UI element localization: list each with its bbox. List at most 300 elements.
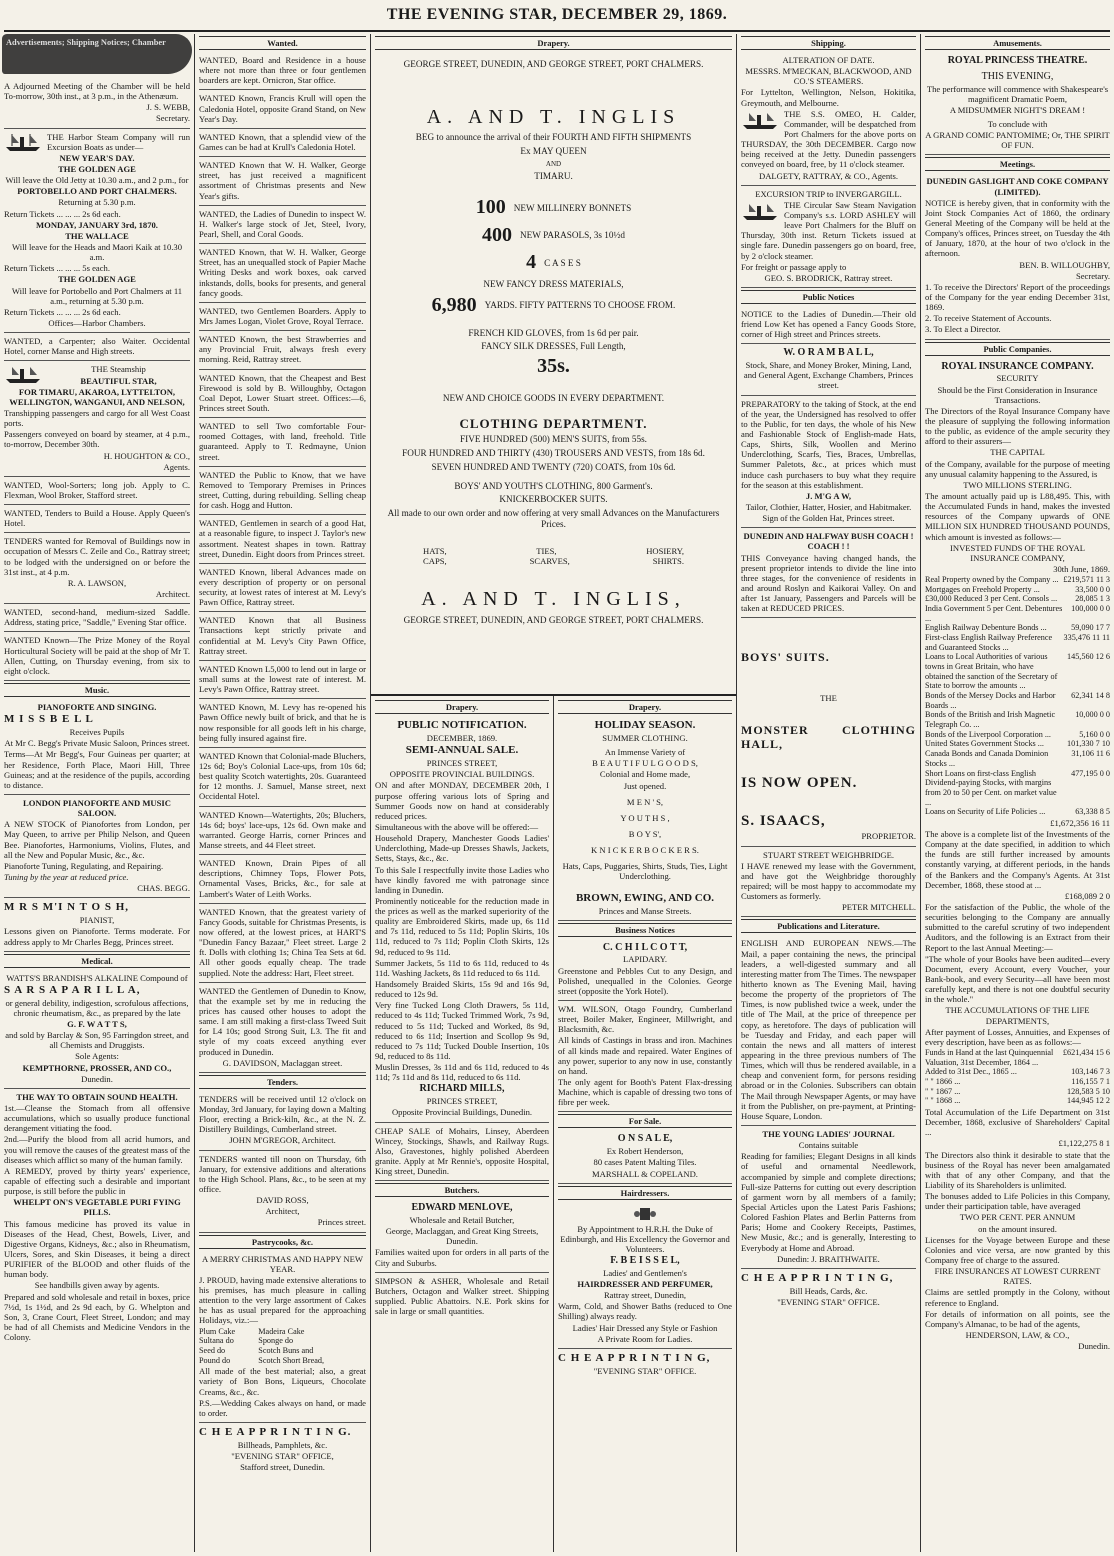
boat-name: THE GOLDEN AGE bbox=[58, 163, 136, 174]
ad-text: Reading for families; Elegant Designs in all kinds of useful and ornamental Needlework, accompanied by simple and complete directions; Full-size Patterns for cutting out every description of garment worn by all members of a family; Special Articles upon the Latest Paris Fashions; Colored Fashion Plates and Berlin Patterns from Paris; Home and Cookery Receipts, Pastimes, New Music, &c.; and is generally, Interesting to Everybody at Home and Abroad. bbox=[741, 1151, 916, 1253]
ad-text: An Immense Variety of bbox=[604, 747, 686, 758]
ad-text: WANTED Known that all Business Transactions kept strictly private and confidential at M. Levy's City Pawn Office, Rattray street. bbox=[199, 615, 366, 656]
signature-title: Secretary. bbox=[1075, 270, 1110, 281]
ad-text: A REMEDY, proved by thirty years' experience, capable of effecting such a desirable and important purpose, is still before the public in bbox=[4, 1165, 190, 1197]
ad-text: For Lyttelton, Wellington, Nelson, Hokitika, Greymouth, and Melbourne. bbox=[741, 87, 916, 108]
ad-heading: A MERRY CHRISTMAS AND HAPPY NEW YEAR. bbox=[202, 1253, 363, 1274]
wanted-ad bbox=[199, 467, 366, 516]
ad-text: Household Drapery, Manchester Goods Ladies' Underclothing, Made-up Dresses Shawls, Jackets, Setts, Stays, &c., &c. bbox=[375, 833, 549, 864]
watts-ad bbox=[4, 970, 190, 1089]
row-label: Canada Bonds and Canada Dominion Stocks ... bbox=[925, 749, 1049, 768]
signature: DALGETY, RATTRAY, & CO., Agents. bbox=[758, 170, 899, 181]
row-amount: 31,106 11 6 bbox=[1071, 749, 1110, 759]
signature: PETER MITCHELL. bbox=[842, 902, 916, 913]
signature: G. DAVIDSON, Maclaggan street. bbox=[222, 1057, 343, 1068]
table-row bbox=[925, 604, 1110, 623]
row-label: Added to 31st Dec., 1865 ... bbox=[925, 1067, 1017, 1077]
offices: Offices—Harbor Chambers. bbox=[48, 317, 146, 328]
ad-text: WANTED, second-hand, medium-sized Saddle. Address, stating price, "Saddle," Evening Star office. bbox=[4, 607, 190, 628]
stock-item: KNICKERBOCKER SUITS. bbox=[499, 494, 608, 505]
ad-text: Simultaneous with the above will be offered:— bbox=[375, 821, 539, 832]
column-4-lower bbox=[554, 698, 736, 1552]
table-row bbox=[925, 1067, 1110, 1077]
row-label: Loans to Local Authorities of various towns in Great Britain, who have obtained the sanction of the Secretary of State to borrow the amounts ... bbox=[925, 652, 1058, 691]
lord-ashley-ad bbox=[741, 186, 916, 288]
wanted-ad bbox=[199, 244, 366, 303]
ad-heading: SECURITY bbox=[996, 373, 1039, 384]
stock-item: FIVE HUNDRED (500) MEN'S SUITS, from 55s. bbox=[460, 434, 647, 445]
cheap-printing-ad bbox=[741, 1269, 916, 1311]
ad-text: Prepared and sold wholesale and retail in boxes, price 7½d, 1s 1½d, and 2s 9d each, by G. Whelpton and Son, 3, Crane Court, Fleet Street, London; and may be had of all Chemists and Medicine Vendors in the Colony. bbox=[4, 1291, 190, 1343]
ad-text: Colonial and Home made, bbox=[599, 769, 691, 780]
stock-item: YARDS. FIFTY PATTERNS TO CHOOSE FROM. bbox=[484, 300, 676, 311]
ad-text: WANTED Known, liberal Advances made on every description of property or on personal security, at lowest rates of interest at M. Levy's Pawn Office, Rattray street. bbox=[199, 566, 366, 608]
ad-text: Claims are settled promptly in the Colony, without reference to England. bbox=[925, 1287, 1110, 1308]
table-row bbox=[925, 1048, 1110, 1067]
stock-item: NEW PARASOLS, 3s 10½d bbox=[520, 230, 625, 241]
ad-heading: WATTS'S BRANDISH'S ALKALINE Compound of bbox=[6, 972, 188, 983]
wanted-ad bbox=[199, 807, 366, 856]
table-row bbox=[925, 575, 1110, 585]
ad-text: For the satisfaction of the Public, the whole of the securities belonging to the Company are annually submitted to the careful scrutiny of two independent Auditors, and the following is an Extract from their Report to the last Annual Meeting:— bbox=[925, 901, 1110, 953]
stock-item: NEW MILLINERY BONNETS bbox=[513, 202, 632, 213]
signature: J. M'G A W, bbox=[805, 490, 852, 501]
young-ladies-journal-ad bbox=[741, 1126, 916, 1269]
row-label: £30,000 Reduced 3 per Cent. Consols ... bbox=[925, 594, 1058, 604]
miss-bell-ad bbox=[4, 699, 190, 795]
wilson-ad bbox=[558, 1001, 732, 1112]
signature-title: Agents. bbox=[163, 461, 190, 472]
ad-name: S. ISAACS, bbox=[741, 812, 826, 829]
cake-row bbox=[199, 1356, 366, 1366]
table-row bbox=[925, 769, 1110, 808]
ad-text: The Directors of the Royal Insurance Company have the pleasure of supplying the following information to the public, as evidence of the ample security they afford to their assurers— bbox=[925, 405, 1110, 447]
table-row bbox=[925, 1096, 1110, 1106]
signature-title: PROPRIETOR. bbox=[861, 831, 916, 842]
ad-heading: STUART STREET WEIGHBRIDGE. bbox=[762, 849, 895, 860]
ticket-price: Return Tickets ... ... ... 5s each. bbox=[4, 263, 110, 274]
table-row bbox=[925, 594, 1110, 604]
stock-item: FANCY SILK DRESSES, Full Length, bbox=[481, 341, 626, 352]
ad-text: B O Y S', bbox=[628, 828, 662, 839]
section-header-music: Music. bbox=[4, 683, 190, 697]
ad-text: Hats, Caps, Puggaries, Shirts, Studs, Ties, Light Underclothing. bbox=[562, 861, 728, 882]
quantity: 4 bbox=[526, 251, 537, 274]
ad-text: By Appointment to H.R.H. the Duke of Edinburgh, and His Excellency the Governor and Volunteers. bbox=[560, 1223, 730, 1254]
whelpton-ad bbox=[4, 1089, 190, 1346]
inglis-drapery-ad bbox=[371, 34, 736, 696]
announcement: NEW AND CHOICE GOODS IN EVERY DEPARTMENT. bbox=[442, 392, 665, 403]
tenders-removal-ad bbox=[4, 533, 190, 604]
ad-text: The Directors also think it desirable to state that the business of the Royal has never been amalgamated with that of any other Company, and that the Liability of its Shareholders is unlimited. bbox=[925, 1149, 1110, 1190]
agenda-item: 3. To Elect a Director. bbox=[925, 324, 1001, 335]
section-header-drapery: Drapery. bbox=[558, 700, 732, 714]
ad-text: Families waited upon for orders in all parts of the City and Suburbs. bbox=[375, 1247, 549, 1268]
ad-text: WANTED Known that W. H. Walker, George street, has just received a magnificent assortment of Christmas presents and New Year's gifts. bbox=[199, 160, 366, 201]
ad-text: For freight or passage apply to bbox=[741, 261, 847, 272]
signature: MARSHALL & COPELAND. bbox=[592, 1168, 698, 1179]
table-row bbox=[925, 749, 1110, 768]
ad-heading: PIANOFORTE AND SINGING. bbox=[37, 702, 157, 713]
tender-ad bbox=[199, 1151, 366, 1233]
ad-text: WANTED Known, that the greatest variety of Fancy Goods, suitable for Christmas Presents, is now offered, at the lowest prices, at HART'S "Dunedin Fancy Bazaar," Fleet street. Large 2 ft. Dolls with clothing 1s; China Tea Sets at 6d. All other goods equally cheap. The trade supplied. Note the address: Hart, Fleet street. bbox=[199, 906, 366, 978]
column-5 bbox=[737, 34, 920, 1552]
ship-name: BEAUTIFUL STAR, bbox=[80, 375, 157, 386]
oram-ball-ad bbox=[741, 344, 916, 395]
table-row bbox=[925, 623, 1110, 633]
section-header-public-notices: Public Notices bbox=[741, 290, 916, 304]
wanted-ad bbox=[199, 515, 366, 564]
ad-text: Muslin Dresses, 3s 11d and 6s 11d, reduced to 4s 11d; 7s 11d and 8s 11d, reduced to 6s 11d. bbox=[375, 1062, 549, 1083]
address: GEORGE STREET, DUNEDIN, AND GEORGE STREET, PORT CHALMERS. bbox=[403, 59, 704, 70]
accessory: CAPS, bbox=[423, 556, 447, 567]
ad-text: Sign of the Golden Hat, Princes street. bbox=[762, 513, 895, 524]
row-label: Loans on Security of Life Policies ... bbox=[925, 807, 1046, 817]
ad-text: "EVENING STAR" OFFICE. bbox=[777, 1296, 880, 1307]
agenda-item: 1. To receive the Directors' Report of the proceedings of the Company for the year ending December 31st, 1869. bbox=[925, 281, 1110, 313]
wanted-ad bbox=[199, 331, 366, 369]
ad-heading: PUBLIC NOTIFICATION. bbox=[397, 719, 527, 732]
ad-text: M E N ' S, bbox=[626, 796, 664, 807]
ad-text: I HAVE renewed my lease with the Government, and have got the Weighbridge thoroughly repaired; will be most happy to accommodate my Customers as formerly. bbox=[741, 860, 916, 902]
section-header-meetings: Meetings. bbox=[925, 157, 1110, 171]
section-header-business: Business Notices bbox=[558, 923, 732, 937]
ad-text: WANTED Known, that a splendid view of the Games can be had at Krull's Caledonia Hotel. bbox=[199, 131, 366, 152]
row-amount: 144,945 12 2 bbox=[1067, 1096, 1110, 1106]
ad-text: A Private Room for Ladies. bbox=[597, 1333, 693, 1344]
ad-subheading: PIANIST, bbox=[79, 915, 115, 926]
wanted-ad bbox=[199, 303, 366, 331]
row-label: India Government 5 per Cent. Debentures ... bbox=[925, 604, 1063, 623]
section-header-amusements: Amusements. bbox=[925, 36, 1110, 50]
row-label: " " 1868 ... bbox=[925, 1096, 961, 1106]
cheap-sale-ad bbox=[375, 1123, 549, 1182]
ad-text: "EVENING STAR" OFFICE, bbox=[231, 1451, 334, 1462]
address: PRINCES STREET, bbox=[426, 1096, 498, 1107]
ad-text: B E A U T I F U L G O O D S, bbox=[592, 758, 698, 769]
wanted-ad bbox=[199, 661, 366, 699]
accessory: SCARVES, bbox=[529, 556, 570, 567]
firm-name: A. AND T. INGLIS, bbox=[421, 588, 686, 611]
row-label: Mortgages on Freehold Property ... bbox=[925, 584, 1040, 594]
ship-name: Ex MAY QUEEN bbox=[520, 146, 587, 157]
ad-name: F. B E I S S E L, bbox=[610, 1255, 680, 1267]
ad-text: TENDERS will be received until 12 o'clock on Monday, 3rd January, for laying down a Malting Floor, erecting a Brick-kiln, &c., at the N. Z. Distillery Buildings, Cumberland street. bbox=[199, 1093, 366, 1135]
wanted-ad bbox=[199, 418, 366, 467]
beautiful-star-ad bbox=[4, 361, 190, 476]
ad-text: Ladies' Hair Dressed any Style or Fashion bbox=[572, 1322, 718, 1333]
ad-text: A NEW STOCK of Pianofortes from London, per May Queen, to arrive per Philip Nelson, and Queen Bee. Pianofortes, Harmoniums, Violins, Flutes, and all the New and Popular Music, &c., &c. bbox=[4, 819, 190, 860]
accessory: HATS, bbox=[423, 546, 447, 557]
proud-ad bbox=[199, 1251, 366, 1423]
stock-row bbox=[383, 224, 724, 248]
cake-item: Madeira Cake bbox=[258, 1326, 305, 1336]
price: 35s. bbox=[537, 355, 570, 378]
table-row bbox=[925, 710, 1110, 729]
mills-ad bbox=[375, 716, 549, 1123]
ad-text: See handbills given away by agents. bbox=[34, 1280, 160, 1291]
accessory: HOSIERY, bbox=[646, 546, 684, 557]
masthead: THE EVENING STAR, DECEMBER 29, 1869. bbox=[386, 6, 728, 23]
signature: RICHARD MILLS, bbox=[419, 1083, 505, 1095]
ad-text: WANTED Known—Watertights, 20s; Bluchers, 14s 6d; boys' lace-ups, 12s 6d. Own make and warranted. George Harris, corner Princes and Manse streets, and 44 Fleet street. bbox=[199, 809, 366, 851]
table-row bbox=[925, 739, 1110, 749]
ad-text: 2nd.—Purify the blood from all acrid humors, and you will remove the causes of the greatest mass of the diseases which afflict so many of the human family. bbox=[4, 1134, 190, 1165]
destinations: FOR TIMARU, AKAROA, LYTTELTON, WELLINGTON, WANGANUI, AND NELSON, bbox=[9, 386, 185, 407]
cake-item: Scotch Short Bread, bbox=[258, 1355, 324, 1365]
boat-name: THE WALLACE bbox=[65, 230, 129, 241]
signature: BROWN, EWING, AND CO. bbox=[575, 891, 715, 904]
wanted-ad bbox=[199, 748, 366, 807]
row-amount: 33,500 0 0 bbox=[1075, 584, 1110, 594]
section-rule bbox=[371, 694, 736, 696]
table-row bbox=[925, 585, 1110, 595]
cake-item: Plum Cake bbox=[199, 1326, 236, 1336]
row-amount: £219,571 11 3 bbox=[1063, 575, 1110, 585]
isaacs-ad bbox=[741, 618, 916, 846]
cake-row bbox=[199, 1327, 366, 1337]
marshall-ad bbox=[558, 1130, 732, 1183]
ad-date: DECEMBER, 1869. bbox=[426, 732, 498, 743]
accessory: TIES, bbox=[536, 546, 557, 557]
ad-text: All made of the best material; also, a great variety of Bon Bons, Liqueurs, Chocolate Creams, &c., &c. bbox=[199, 1366, 366, 1397]
ad-text: NOTICE is hereby given, that in conformity with the Joint Stock Companies Act of 1860, the ordinary General Meeting of the Company will be held at the Company's offices, Princes street, on Tuesday the 4th of January, 1870, at the hour of two o'clock in the afternoon. bbox=[925, 197, 1110, 259]
ad-heading: DUNEDIN GASLIGHT AND COKE COMPANY (LIMITED). bbox=[926, 176, 1109, 197]
tender-ad bbox=[199, 1091, 366, 1151]
row-label: Bonds of the Liverpool Corporation ... bbox=[925, 729, 1051, 739]
row-amount: 10,000 0 0 bbox=[1075, 710, 1110, 720]
wanted-ad bbox=[199, 52, 366, 90]
ad-heading: HOLIDAY SEASON. bbox=[594, 719, 696, 732]
wanted-ad bbox=[199, 157, 366, 206]
ad-text: Wholesale and Retail Butcher, bbox=[409, 1215, 515, 1226]
wanted-ad bbox=[199, 855, 366, 904]
signature-title: Secretary. bbox=[155, 113, 190, 124]
boat-schedule: Will leave for Portobello and Port Chalmers at 11 a.m., returning at 5.30 p.m. bbox=[11, 285, 183, 306]
ad-text: J. PROUD, having made extensive alterations to his premises, has much pleasure in calling attention to the very large assortment of Cakes he has as usual prepared for the approaching Holidays, viz.:— bbox=[199, 1274, 366, 1326]
section-header-medical: Medical. bbox=[4, 954, 190, 968]
ad-heading: EXCURSION TRIP to INVERGARGILL. bbox=[755, 188, 902, 199]
boat-schedule: Will leave for the Heads and Maori Kaik at 10.30 a.m. bbox=[11, 241, 183, 263]
chamber-meeting-ad bbox=[4, 78, 190, 129]
signature: BEN. B. WILLOUGHBY, bbox=[1019, 259, 1110, 270]
ad-name: M R S M'I N T O S H, bbox=[4, 901, 130, 914]
stock-item: NEW FANCY DRESS MATERIALS, bbox=[483, 279, 624, 290]
row-amount: 62,341 14 8 bbox=[1071, 691, 1110, 701]
ad-heading: DUNEDIN AND HALFWAY BUSH COACH ! COACH ! ! bbox=[743, 531, 914, 552]
stock-item: BOYS' AND YOUTH'S CLOTHING, 800 Garment's. bbox=[454, 480, 653, 491]
ad-text: George, Maclaggan, and Great King Streets, Dunedin. bbox=[385, 1226, 539, 1247]
ad-text: The only agent for Booth's Patent Flax-dressing Machine, which is capable of dressing two tons of fibre per week. bbox=[558, 1077, 732, 1108]
section-header-shipping: Shipping. bbox=[741, 36, 916, 50]
ad-text: WANTED, two Gentlemen Boarders. Apply to Mrs James Logan, Violet Grove, Royal Terrace. bbox=[199, 305, 366, 326]
beissel-ad bbox=[558, 1202, 732, 1349]
ad-heading: BOYS' SUITS. bbox=[741, 650, 830, 665]
signature: GEO. S. BRODRICK, Rattray street. bbox=[764, 272, 893, 283]
section-header-butchers: Butchers. bbox=[375, 1183, 549, 1197]
firm-name: A. AND T. INGLIS bbox=[426, 105, 681, 128]
announcement: All made to our own order and now offering at very small Advances on the Manufacturers Prices. bbox=[387, 508, 720, 530]
ad-text: THE Circular Saw Steam Navigation Company's s.s. LORD ASHLEY will leave Port Chalmers for the Bluff on Thursday, 30th inst. Return Tickets issued at single fare. Dunedin passengers go on board, free, by 2 o'clock steamer. bbox=[741, 199, 916, 261]
row-amount: 103,146 7 3 bbox=[1071, 1067, 1110, 1077]
table-row bbox=[925, 1077, 1110, 1087]
ticket-price: Return Tickets ... ... ... 2s 6d each. bbox=[4, 208, 121, 219]
address: Opposite Provincial Buildings, Dunedin. bbox=[391, 1107, 533, 1118]
ad-heading: C H E A P P R I N T I N G, bbox=[741, 1271, 894, 1284]
signature: J. S. WEBB, bbox=[146, 102, 190, 113]
table-row bbox=[925, 730, 1110, 740]
ad-text: 80 cases Patent Malting Tiles. bbox=[593, 1157, 697, 1168]
simpson-ad bbox=[375, 1273, 549, 1321]
cake-item: Sponge do bbox=[258, 1336, 294, 1346]
address: OPPOSITE PROVINCIAL BUILDINGS. bbox=[389, 769, 535, 780]
ticket-price: Return Tickets ... ... ... 2s 6d each. bbox=[4, 306, 121, 317]
ad-text: Billheads, Pamphlets, &c. bbox=[237, 1439, 328, 1450]
row-label: Funds in Hand at the last Quinquennial Valuation, 31st December, 1864 ... bbox=[925, 1047, 1054, 1067]
row-amount: 145,560 12 6 bbox=[1067, 652, 1110, 662]
ad-text: To conclude with bbox=[987, 119, 1048, 130]
wanted-ad bbox=[199, 206, 366, 244]
section-header-hairdressers: Hairdressers. bbox=[558, 1186, 732, 1200]
ad-name: C. C H I L C O T T, bbox=[602, 941, 688, 953]
wanted-ad bbox=[199, 564, 366, 613]
ad-heading: THE ACCUMULATIONS OF THE LIFE DEPARTMENTS, bbox=[945, 1005, 1090, 1026]
ad-text: TENDERS wanted till noon on Thursday, 6th January, for extensive additions and alterations to the High School. Plans, &c., to be seen at my office. bbox=[199, 1153, 366, 1194]
ad-text: Contains suitable bbox=[798, 1140, 859, 1151]
ad-text: NOTICE to the Ladies of Dunedin.—Their old friend Low Ket has opened a Fancy Goods Store, corner of High street and Princes streets. bbox=[741, 308, 916, 340]
boat-name: THE GOLDEN AGE bbox=[58, 274, 136, 285]
date-heading: NEW YEAR'S DAY. bbox=[59, 152, 135, 163]
row-label: United States Government Stocks ... bbox=[925, 739, 1044, 749]
wanted-ad bbox=[199, 983, 366, 1073]
ad-text: WANTED Known, the best Strawberries and any Provincial Fruit, always fresh every morning. Reid, Rattray street. bbox=[199, 334, 366, 365]
accessory-row bbox=[383, 546, 724, 556]
ad-name: W. O R A M B A L L, bbox=[783, 347, 874, 359]
ad-text: The amount actually paid up is L88,495. This, with the Accumulated Funds in hand, makes the invested resources of the Company upwards of ONE MILLION SIX HUNDRED THOUSAND POUNDS, which amount is invested as follows:— bbox=[925, 490, 1110, 542]
ad-text: Y O U T H S , bbox=[620, 812, 670, 823]
ad-text: Total Accumulation of the Life Department on 31st December, 1868, exclusive of Shareholders' Capital ... bbox=[925, 1106, 1110, 1138]
announcement: BEG to announce the arrival of their FOURTH AND FIFTH SHIPMENTS bbox=[415, 132, 692, 143]
cheap-printing-ad bbox=[558, 1349, 732, 1380]
harbor-intro: THE Harbor Steam Company will run Excursion Boats as under— bbox=[47, 131, 190, 152]
ad-text: At Mr C. Begg's Private Music Saloon, Princes street. bbox=[4, 738, 190, 749]
ad-heading: A GRAND COMIC PANTOMIME; Or, THE SPIRIT OF FUN. bbox=[925, 130, 1110, 151]
ad-text: The bonuses added to Life Policies in this Company, under their participation table, have averaged bbox=[925, 1191, 1110, 1212]
steamship-icon bbox=[741, 109, 781, 131]
steamship-icon bbox=[4, 131, 44, 153]
ad-text: Warm, Cold, and Shower Baths (reduced to One Shilling) always ready. bbox=[558, 1301, 732, 1322]
harbor-steam-ad bbox=[4, 129, 190, 334]
ad-text: All kinds of Castings in brass and iron. Machines of all kinds made and repaired. Water Engines of any power, superior to any now in use, constantly on hand. bbox=[558, 1035, 732, 1076]
row-label: Short Loans on first-class English Dividend-paying Stocks, with margins from 20 to 50 per Cent. on market value ... bbox=[925, 768, 1057, 807]
signature: DAVID ROSS, bbox=[256, 1195, 309, 1206]
ad-text: The above is a complete list of the Investments of the Company at the date specified, in addition to which the funds are still further increased by amounts constantly varying, at different periods, in the hands of the Bankers and the Company's Agents. At 31st December, 1868, these stood at ... bbox=[925, 829, 1110, 890]
ad-text: WM. WILSON, Otago Foundry, Cumberland street, Boiler Maker, Engineer, Millwright, and Blacksmith, &c. bbox=[558, 1004, 732, 1035]
invested-funds-table bbox=[925, 575, 1110, 817]
agenda-item: 2. To receive Statement of Accounts. bbox=[925, 313, 1052, 324]
ad-text: Summer Jackets, 5s 11d to 6s 11d, reduced to 4s 11d. Washing Jackets, 8s 11d reduced to 6s 11d. bbox=[375, 957, 549, 978]
ad-text: The performance will commence with Shakespeare's magnificent Dramatic Poem, bbox=[926, 83, 1109, 104]
quantity: 100 bbox=[475, 196, 506, 219]
mgaw-ad bbox=[741, 396, 916, 529]
ad-text: WANTED Known, Drain Pipes of all descriptions, Chimney Tops, Flower Pots, Ornamental Vases, Bricks, &c., for sale at Lambert's Water of Leith Works. bbox=[199, 858, 366, 899]
row-amount: 63,338 8 5 bbox=[1075, 807, 1110, 817]
ad-heading: MONSTER CLOTHING HALL, bbox=[741, 722, 916, 751]
life-department-table bbox=[925, 1048, 1110, 1106]
ad-text: ON and after MONDAY, DECEMBER 20th, I purpose offering various lots of Spring and Summer Goods now on hand at considerably reduced prices. bbox=[375, 780, 549, 821]
ad-text: WANTED Known, Francis Krull will open the Caledonia Hotel, opposite Grand Stand, on New Year's Day. bbox=[199, 93, 366, 124]
low-ket-ad bbox=[741, 306, 916, 344]
saddle-ad bbox=[4, 604, 190, 632]
address: Princes and Manse Streets. bbox=[598, 905, 692, 916]
ad-text: Lessons given on Pianoforte. Terms moderate. For address apply to Mr Charles Begg, Princes street. bbox=[4, 926, 190, 947]
row-amount: 101,330 7 10 bbox=[1067, 739, 1110, 749]
ad-text: WANTED, Tenders to Build a House. Apply Queen's Hotel. bbox=[4, 508, 190, 529]
stock-item: C A S E S bbox=[544, 257, 581, 268]
section-header-for-sale: For Sale. bbox=[558, 1114, 732, 1128]
ad-text: Terms—At Mr Begg's, Four Guineas per quarter; at her Residence, Forth Place, Maori Hill, Three Guineas; and at the residence of the pupils, according to distance. bbox=[4, 749, 190, 790]
column-6 bbox=[921, 34, 1114, 1552]
boat-destination: PORTOBELLO AND PORT CHALMERS. bbox=[17, 186, 177, 197]
section-header-drapery: Drapery. bbox=[375, 36, 732, 50]
ad-heading: THE WAY TO OBTAIN SOUND HEALTH. bbox=[16, 1091, 178, 1102]
signature-title: Dunedin. bbox=[1078, 1341, 1110, 1352]
ad-text: "EVENING STAR" OFFICE. bbox=[593, 1365, 697, 1376]
quantity: 6,980 bbox=[431, 293, 477, 316]
boat-return: Returning at 5.30 p.m. bbox=[58, 197, 136, 208]
wool-ad bbox=[4, 477, 190, 505]
signature: H. HOUGHTON & CO., bbox=[103, 450, 190, 461]
ad-text: Pianoforte Tuning, Regulating, and Repairing. bbox=[4, 860, 164, 871]
ad-text: This famous medicine has proved its value in Diseases of the Head, Chest, Bowels, Liver, and Digestive Organs, Kidneys, &c.; also in Rheumatism, Ulcers, Sores, and Skin Diseases, it being a direct PURIFIER of the BLOOD and other fluids of the human body. bbox=[4, 1218, 190, 1280]
accessory-row bbox=[383, 556, 724, 566]
ad-text: WANTED, a Carpenter; also Waiter. Occidental Hotel, corner Manse and High streets. bbox=[4, 336, 190, 357]
ad-heading: A MIDSUMMER NIGHT'S DREAM ! bbox=[949, 104, 1086, 115]
amount: £168,089 2 0 bbox=[1064, 890, 1110, 901]
row-amount: 116,155 7 1 bbox=[1071, 1076, 1110, 1086]
ad-text: 1st.—Cleanse the Stomach from all offensive accumulations, which so usually produce functional derangement vitiating the food. bbox=[4, 1103, 190, 1134]
ad-heading: TWO MILLIONS STERLING. bbox=[963, 479, 1072, 490]
column-2 bbox=[195, 34, 370, 1552]
ad-text: WANTED Known, M. Levy has re-opened his Pawn Office newly built of brick, and that he is now responsible for all goods left in his charge, being fully insured against fire. bbox=[199, 702, 366, 743]
table-row bbox=[925, 807, 1110, 817]
ad-text: CHEAP SALE of Mohairs, Linsey, Aberdeen Wincey, Stockings, Shawls, and Railway Rugs. Also, Gravestones, highly polished Aberdeen granite. Apply at Mr Rennie's, opposite Hospital, King street, Dunedin. bbox=[375, 1125, 549, 1177]
row-label: Real Property owned by the Company ... bbox=[925, 575, 1059, 585]
ad-text: Passengers conveyed on board by steamer, at 4 p.m., to-morrow, December 30th. bbox=[4, 429, 190, 450]
ad-text: To this Sale I respectfully invite those Ladies who have kindly favored me with patronage since landing in Dunedin. bbox=[375, 864, 549, 895]
ad-text: ENGLISH AND EUROPEAN NEWS.—The Mail, a paper containing the news, the principal leaders, a well-digested summary and all interesting matter from The Times. The newspaper hitherto known as The Evening Mail, having become the property of the proprietors of The Times, is now published twice a week, under the title of The Mail, at the price of threepence per copy, as heretofore. The days of publication will be Tuesday and Friday, and each paper will contain the news and all matters of interest appearing in the three previous numbers of The Times, which will thus be rendered available, in a cheap and convenient form, for persons residing abroad or in the Colonies. Subscribers can obtain The Mail through Newspaper Agents, or may have it from the Publisher, on pre-payment, at Printing-House Square, London. bbox=[741, 938, 916, 1121]
ad-text: WANTED the Gentlemen of Dunedin to Know, that the example set by me in reducing the prices has caused other houses to adopt the same. I am still making a first-class Tweed Suit for L4 10s; good Strong Suit, L3. The fit and style of my coats exceed anything ever produced in Dunedin. bbox=[199, 985, 366, 1057]
cake-item: Sultana do bbox=[199, 1336, 234, 1346]
ad-subheading: LAPIDARY. bbox=[622, 954, 667, 965]
row-amount: 335,476 11 11 bbox=[1063, 633, 1110, 643]
ad-heading: IS NOW OPEN. bbox=[741, 775, 858, 792]
coach-ad bbox=[741, 528, 916, 618]
ad-text: Licenses for the Voyage between Europe and these Colonies and vice versa, are now granted by this Company free of charge to the assured. bbox=[925, 1234, 1110, 1265]
wanted-ad bbox=[199, 90, 366, 128]
ad-text: For details of information on all points, see the Company's Almanac, to be had of the agents, bbox=[925, 1308, 1110, 1329]
address: PRINCES STREET, bbox=[426, 758, 498, 769]
royal-insurance-ad bbox=[925, 358, 1110, 1356]
meeting-text: A Adjourned Meeting of the Chamber will be held To-morrow, 30th inst., at 3 p.m., in the Athenæum. bbox=[4, 81, 190, 102]
ad-text: Should be the First Consideration in Insurance Transactions. bbox=[937, 384, 1098, 405]
brown-ewing-ad bbox=[558, 716, 732, 921]
ad-heading: SUMMER CLOTHING. bbox=[602, 732, 688, 743]
ad-text: THIS Conveyance having changed hands, the present proprietor intends to divide the line into three stages, for the convenience of residents in and around Roslyn and Kaikorai Valley. On and after 1st January, Passengers and Parcels will be taken at REDUCED PRICES. bbox=[741, 552, 916, 614]
cake-item: Scotch Buns and bbox=[258, 1345, 314, 1355]
ad-heading: THIS EVENING, bbox=[981, 70, 1054, 82]
address: GEORGE STREET, DUNEDIN, AND GEORGE STREET, PORT CHALMERS. bbox=[403, 614, 704, 625]
